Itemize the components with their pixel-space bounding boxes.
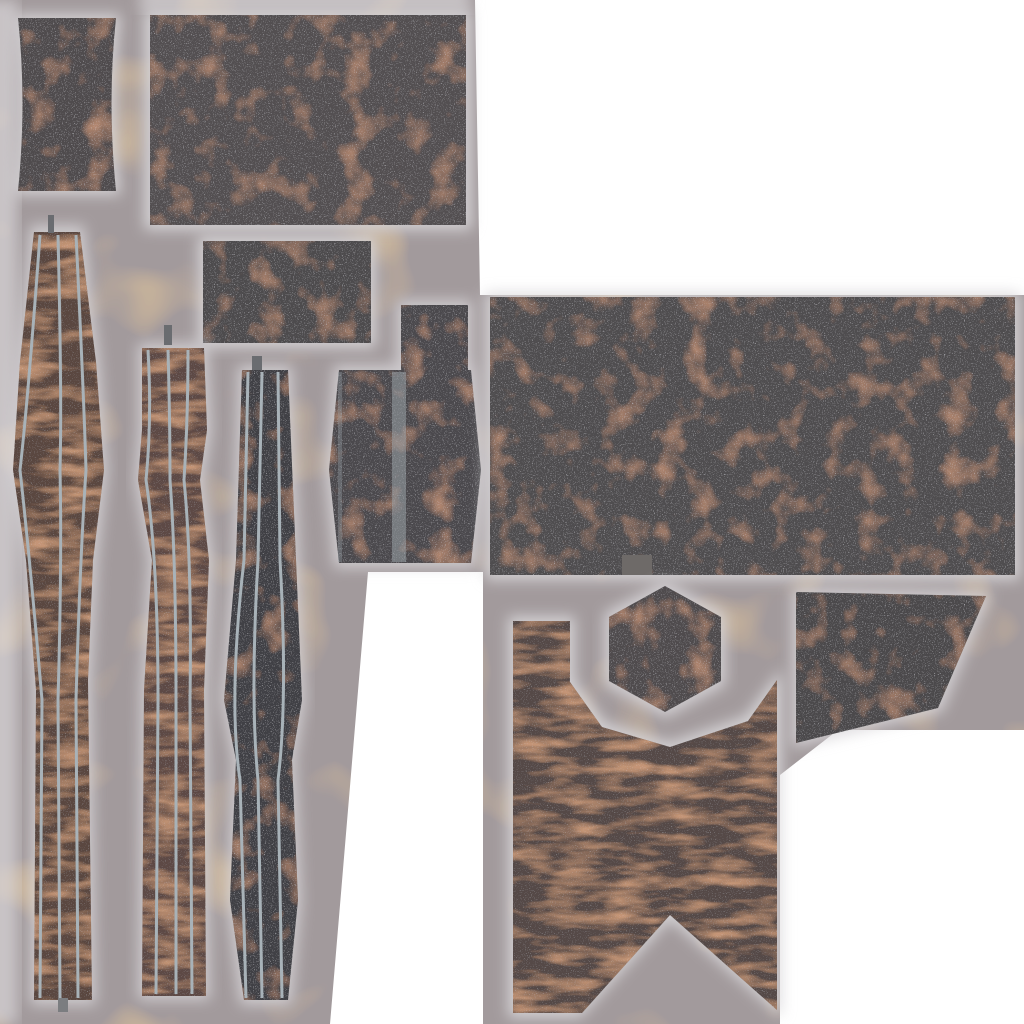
right-large-panel [485,292,1020,580]
small-mid-panel [198,236,376,348]
top-large-panel [144,10,472,230]
middle-strip [134,325,214,1000]
small-panel [14,14,121,195]
